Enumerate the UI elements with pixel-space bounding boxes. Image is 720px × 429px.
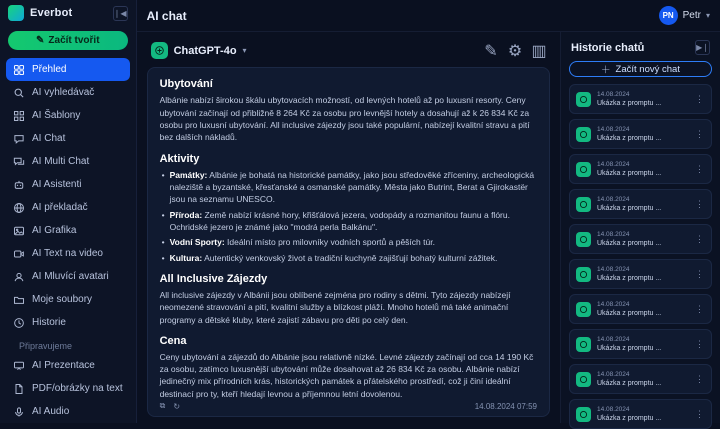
presentation-icon [13,360,25,372]
audio-icon [13,406,25,418]
message-footer [160,401,537,411]
openai-icon [576,267,591,282]
message-heading: Ubytování [159,78,213,91]
list-item [160,169,537,206]
chat-column [137,32,560,423]
chat-icon [13,133,25,145]
message-bullet-list [160,169,537,264]
history-item-date: 14.08.2024 [597,370,630,378]
edit-icon[interactable]: ✎ [484,42,498,60]
message-paragraph: Albánie nabízí širokou škálu ubytovacích možností, od levných hotelů až po luxusní resorty. Ceny ubytování začínají od přibližně 8 264 Kč za osobu pro levnější hotely a dosahují až k 26 834 Kč za osobu pro luxusní ubytování. All inclusive zájezdy jsou také populární, nabízejí kvalitní stravu a pití bez dalších nákladů. [159,95,530,143]
sidebar-item-historie[interactable] [6,311,130,334]
openai-icon [576,127,591,142]
user-name: Petr [682,10,701,22]
sidebar-item-ai-sablony[interactable] [6,104,130,127]
sidebar-item-ai-chat[interactable] [6,127,130,150]
content-area [137,32,720,423]
sidebar-item-moje-soubory[interactable] [6,288,130,311]
history-item-date: 14.08.2024 [597,405,630,413]
folder-icon [13,294,25,306]
kebab-menu-icon[interactable]: ⋮ [695,198,705,209]
video-icon [13,248,25,260]
new-chat-button[interactable] [569,61,712,77]
openai-icon [576,302,591,317]
kebab-menu-icon[interactable]: ⋮ [695,373,705,384]
openai-icon [576,372,591,387]
sidebar-item-ai-vyhledavac[interactable] [6,81,130,104]
kebab-menu-icon[interactable]: ⋮ [695,93,705,104]
bullet-label: Památky: [169,169,208,180]
history-item-preview: Ukázka z promptu ... [597,344,662,352]
panel-collapse-icon[interactable]: ❘◀ [113,6,128,21]
sidebar-item-label: AI Audio [32,406,70,417]
pdf-icon [13,383,25,395]
list-item[interactable] [569,224,712,254]
history-item-date: 14.08.2024 [597,335,630,343]
search-icon [13,87,25,99]
sidebar-item-ai-prezentace[interactable] [6,354,130,377]
translate-icon [13,202,25,214]
message-heading: Cena [159,334,187,347]
history-item-preview: Ukázka z promptu ... [597,99,662,107]
bullet-label: Kultura: [169,252,203,263]
history-item-text [597,266,689,283]
history-item-date: 14.08.2024 [597,230,630,238]
top-bar [137,0,720,32]
history-item-preview: Ukázka z promptu ... [597,239,662,247]
openai-icon [576,162,591,177]
list-item[interactable] [569,154,712,184]
message-heading: All Inclusive Zájezdy [159,272,268,285]
multi-chat-icon [13,156,25,168]
sidebar-item-label: AI překladač [32,202,88,213]
sidebar-item-ai-mluvici-avatari[interactable] [6,265,130,288]
sidebar-item-prehled[interactable] [6,58,130,81]
robot-icon [13,179,25,191]
plus-icon: ＋ [601,65,611,77]
kebab-menu-icon[interactable]: ⋮ [695,338,705,349]
sidebar-item-ai-multi-chat[interactable] [6,150,130,173]
history-item-preview: Ukázka z promptu ... [597,169,662,177]
chevron-down-icon[interactable]: ▾ [705,11,710,21]
list-item[interactable] [569,119,712,149]
history-item-text [597,301,689,318]
clock-icon [13,317,25,329]
refresh-icon[interactable]: ↻ [173,401,181,411]
message-paragraph: All inclusive zájezdy v Albánii jsou oblíbené zejména pro rodiny s dětmi. Tyto zájezdy nabízejí neomezené stravování a pití, kvalitní služby a blízkost pláží. Mnoho hotelů má také animační programy a dětské kluby, které zajistí zábavu pro děti po celý den. [159,289,511,325]
chat-actions [484,44,546,58]
list-item [160,236,537,248]
history-item-date: 14.08.2024 [597,195,630,203]
history-item-text [597,91,689,108]
sidebar-item-label: AI Text na video [32,248,103,259]
avatar-icon [13,271,25,283]
sidebar-item-label: AI Grafika [32,225,77,236]
history-item-text [597,196,689,213]
history-item-preview: Ukázka z promptu ... [597,309,662,317]
panel-collapse-icon[interactable]: ▶❘ [695,40,710,55]
message-timestamp: 14.08.2024 07:59 [474,401,537,411]
openai-icon [151,42,168,59]
history-item-preview: Ukázka z promptu ... [597,379,662,387]
history-item-text [597,406,689,423]
bullet-text: Ideální místo pro milovníky vodních sportů a pěších túr. [224,237,435,248]
sidebar-item-ai-grafika[interactable] [6,219,130,242]
sidebar [0,0,137,423]
list-item[interactable] [569,84,712,114]
history-item-text [597,126,689,143]
sidebar-item-ai-asistenti[interactable] [6,173,130,196]
sidebar-item-label: Přehled [32,64,67,75]
history-header [569,40,712,61]
history-item-date: 14.08.2024 [597,125,630,133]
openai-icon [576,407,591,422]
list-item[interactable] [569,364,712,394]
history-title: Historie chatů [571,41,645,54]
split-view-icon[interactable]: ▥ [531,42,547,60]
kebab-menu-icon[interactable]: ⋮ [695,128,705,139]
kebab-menu-icon[interactable]: ⋮ [695,408,705,419]
dashboard-icon [13,64,25,76]
new-chat-label: Začít nový chat [615,63,680,75]
assistant-message [147,67,550,417]
history-item-text [597,231,689,248]
list-item[interactable] [569,329,712,359]
message-paragraph: Ceny ubytování a zájezdů do Albánie jsou relativně nízké. Levné zájezdy začínají od cca 14 190 Kč za osobu, zatímco luxusnější ubytování může dosahovat až 26 834 Kč za osobu. Albánie nabízí jedinečný mix přírodních krás, historických památek a přátelského prostředí, což ji činí ideální destinací pro ty, kteří hledají levnou a příjemnou letní dovolenou. [159,351,534,399]
sidebar-item-label: AI vyhledávač [32,87,95,98]
openai-icon [576,232,591,247]
chat-history-panel [560,32,720,423]
grid-icon [13,110,25,122]
history-item-text [597,371,689,388]
sidebar-item-label: AI Multi Chat [32,156,90,167]
history-item-date: 14.08.2024 [597,265,630,273]
copy-icon[interactable]: ⧉ [159,401,166,410]
pencil-icon: ✎ [36,34,45,46]
bullet-text: Země nabízí krásné hory, křišťálová jezera, vodopády a rozmanitou faunu a flóru. Ochridské jezero je známé jako "modrá perla Balkánu". [169,209,510,232]
everbot-logo-icon [8,5,24,21]
chevron-down-icon[interactable]: ▾ [242,46,247,56]
kebab-menu-icon[interactable]: ⋮ [695,163,705,174]
sidebar-item-label: Historie [32,317,66,328]
history-item-text [597,336,689,353]
list-item[interactable] [569,399,712,429]
sidebar-item-ai-audio[interactable] [6,400,130,423]
sidebar-item-label: AI Prezentace [32,360,95,371]
sidebar-item-pdf-obrazky-na-text[interactable] [6,377,130,400]
history-item-preview: Ukázka z promptu ... [597,274,662,282]
kebab-menu-icon[interactable]: ⋮ [695,303,705,314]
model-name: ChatGPT-4o [173,44,237,57]
list-item[interactable] [569,189,712,219]
image-icon [13,225,25,237]
sidebar-nav [0,58,136,423]
openai-icon [576,92,591,107]
brand [0,0,136,27]
history-item-date: 14.08.2024 [597,160,630,168]
history-item-preview: Ukázka z promptu ... [597,204,662,212]
list-item [160,209,537,234]
bullet-label: Vodní Sporty: [169,237,225,248]
list-item [160,252,537,264]
list-item[interactable] [569,294,712,324]
history-item-date: 14.08.2024 [597,90,630,98]
history-item-date: 14.08.2024 [597,300,630,308]
kebab-menu-icon[interactable]: ⋮ [695,233,705,244]
model-bar [147,40,550,67]
sidebar-section-label: Připravujeme [19,341,73,351]
start-creating-label: Začít tvořit [48,34,100,46]
sidebar-item-label: Moje soubory [32,294,93,305]
history-item-text [597,161,689,178]
history-item-preview: Ukázka z promptu ... [597,414,662,422]
openai-icon [576,337,591,352]
sidebar-item-label: AI Asistenti [32,179,82,190]
sidebar-item-label: AI Mluvící avatari [32,271,109,282]
start-creating-button[interactable] [8,31,128,50]
brand-name: Everbot [30,7,73,20]
message-heading: Aktivity [159,152,200,165]
history-list[interactable] [569,84,712,429]
kebab-menu-icon[interactable]: ⋮ [695,268,705,279]
history-item-preview: Ukázka z promptu ... [597,134,662,142]
list-item[interactable] [569,259,712,289]
bullet-label: Příroda: [169,209,203,220]
bullet-text: Albánie je bohatá na historické památky, jako jsou středověké zříceniny, archeologická naleziště a byzantské, křesťanské a osmanské památky. Města jako Butrint, Berat a Gjirokastër jsou na seznamu UNESCO. [169,169,535,205]
sidebar-item-ai-text-na-video[interactable] [6,242,130,265]
user-menu[interactable] [659,6,710,25]
page-title: AI chat [146,8,187,23]
settings-gear-icon[interactable]: ⚙ [507,42,523,60]
sidebar-item-label: AI Šablony [32,110,81,121]
main-area [137,0,720,423]
sidebar-item-label: AI Chat [32,133,66,144]
bullet-text: Autentický venkovský život a tradiční kuchyně zajišťují bohatý kulturní zážitek. [202,252,498,263]
sidebar-item-label: PDF/obrázky na text [32,383,123,394]
sidebar-item-ai-prekladac[interactable] [6,196,130,219]
openai-icon [576,197,591,212]
avatar: PN [659,6,678,25]
